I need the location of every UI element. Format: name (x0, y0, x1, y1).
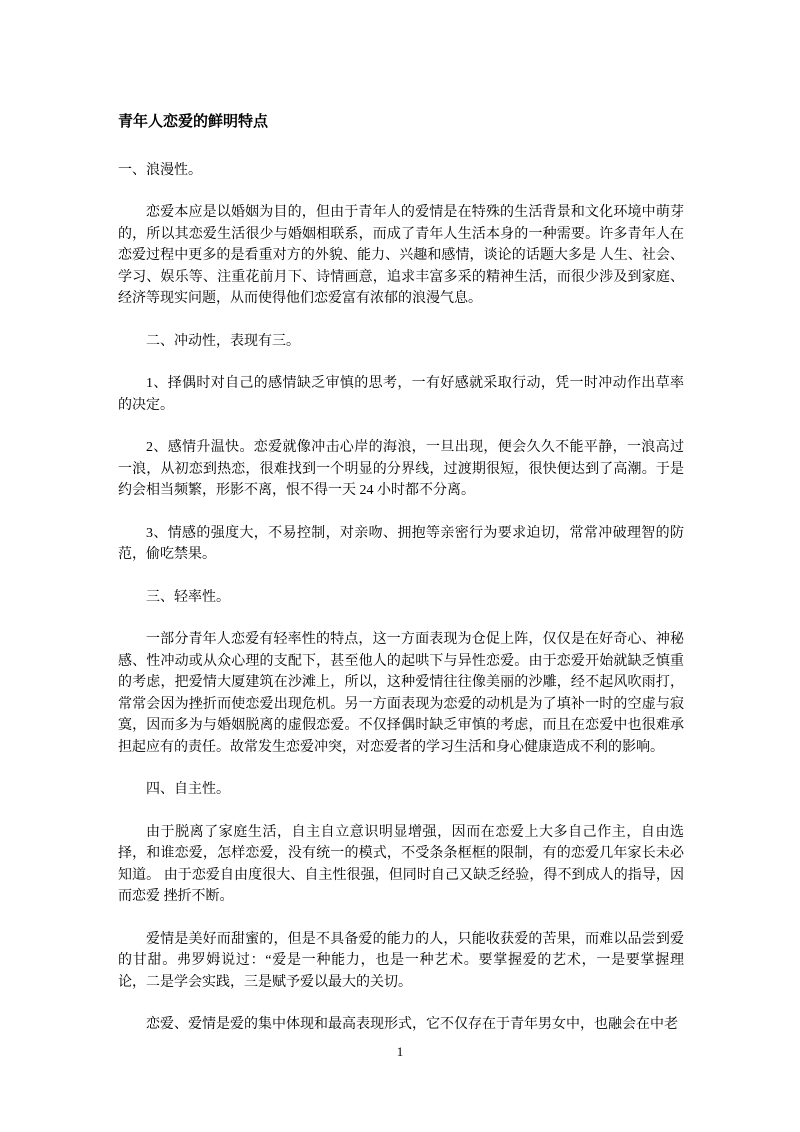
paragraph-rash-body: 一部分青年人恋爱有轻率性的特点，这一方面表现为仓促上阵，仅仅是在好奇心、神秘感、性冲动或从众心理的支配下，甚至他人的起哄下与异性恋爱。由于恋爱开始就缺乏慎重的考虑，把爱情大厦建筑在沙滩上，所以，这种爱情往往像美丽的沙雕，经不起风吹雨打，常常会因为挫折而使恋爱出现危机。另一方面表现为恋爱的动机是为了填补一时的空虚与寂寞，因而多为与婚姻脱离的虚假恋爱。不仅择偶时缺乏审慎的考虑，而且在恋爱中也很难承担起应有的责任。故常发生恋爱冲突，对恋爱者的学习生活和身心健康造成不利的影响。 (118, 632, 684, 755)
paragraph-impulsive-item-1: 1、择偶时对自己的感情缺乏审慎的思考，一有好感就采取行动，凭一时冲动作出草率 的决定。 (118, 376, 684, 413)
page-number: 1 (396, 1044, 404, 1059)
section-heading-autonomous: 四、自主性。 (146, 782, 230, 797)
document-title: 青年人恋爱的鲜明特点 (118, 114, 269, 130)
section-heading-rash: 三、轻率性。 (146, 589, 230, 605)
paragraph-autonomous-body: 由于脱离了家庭生活，自主自立意识明显增强，因而在恋爱上大多自己作主，自由选择，和谁恋爱，怎样恋爱，没有统一的模式，不受条条框框的限制，有的恋爱几年家长未必知道。 由于恋爱自由度很大、自主性很强，但同时自己又缺乏经验，得不到成人的指导，因而恋爱 挫折不断。 (118, 824, 684, 904)
paragraph-romantic-body: 恋爱本应是以婚姻为目的，但由于青年人的爱情是在特殊的生活背景和文化环境中萌芽的，所以其恋爱生活很少与婚姻相联系，而成了青年人生活本身的一种需要。许多青年人在恋爱过程中更多的是看重对方的外貌、能力、兴趣和感情，谈论的话题大多是 人生、社会、 学习、娱乐等、注重花前月下、诗情画意，追求丰富多采的精神生活，而很少涉及到家庭、 经济等现实问题，从而使得他们恋爱富有浓郁的浪漫气息。 (118, 205, 684, 306)
section-heading-romantic: 一、浪漫性。 (118, 162, 202, 178)
section-heading-impulsive: 二、冲动性，表现有三。 (146, 333, 300, 349)
paragraph-love-expression-truncated: 恋爱、爱情是爱的集中体现和最高表现形式，它不仅存在于青年男女中，也融会在中老 (146, 1017, 678, 1032)
paragraph-love-ability: 爱情是美好而甜蜜的，但是不具备爱的能力的人，只能收获爱的苦果，而难以品尝到爱的甘甜。弗罗姆说过：“爱是一种能力，也是一种艺术。要掌握爱的艺术，一是要掌握理论，二是学会实践，三是赋予爱以最大的关切。 (118, 931, 684, 990)
paragraph-impulsive-item-3: 3、情感的强度大，不易控制，对亲吻、拥抱等亲密行为要求迫切，常常冲破理智的防范，偷吃禁果。 (118, 525, 684, 562)
document-content (118, 112, 684, 1057)
paragraph-impulsive-item-2: 2、感情升温快。恋爱就像冲击心岸的海浪，一旦出现，便会久久不能平静，一浪高过一浪，从初恋到热恋，很难找到一个明显的分界线，过渡期很短，很快便达到了高潮。于是约会相当频繁，形影不离，恨不得一天 24 小时都不分离。 (118, 440, 684, 498)
